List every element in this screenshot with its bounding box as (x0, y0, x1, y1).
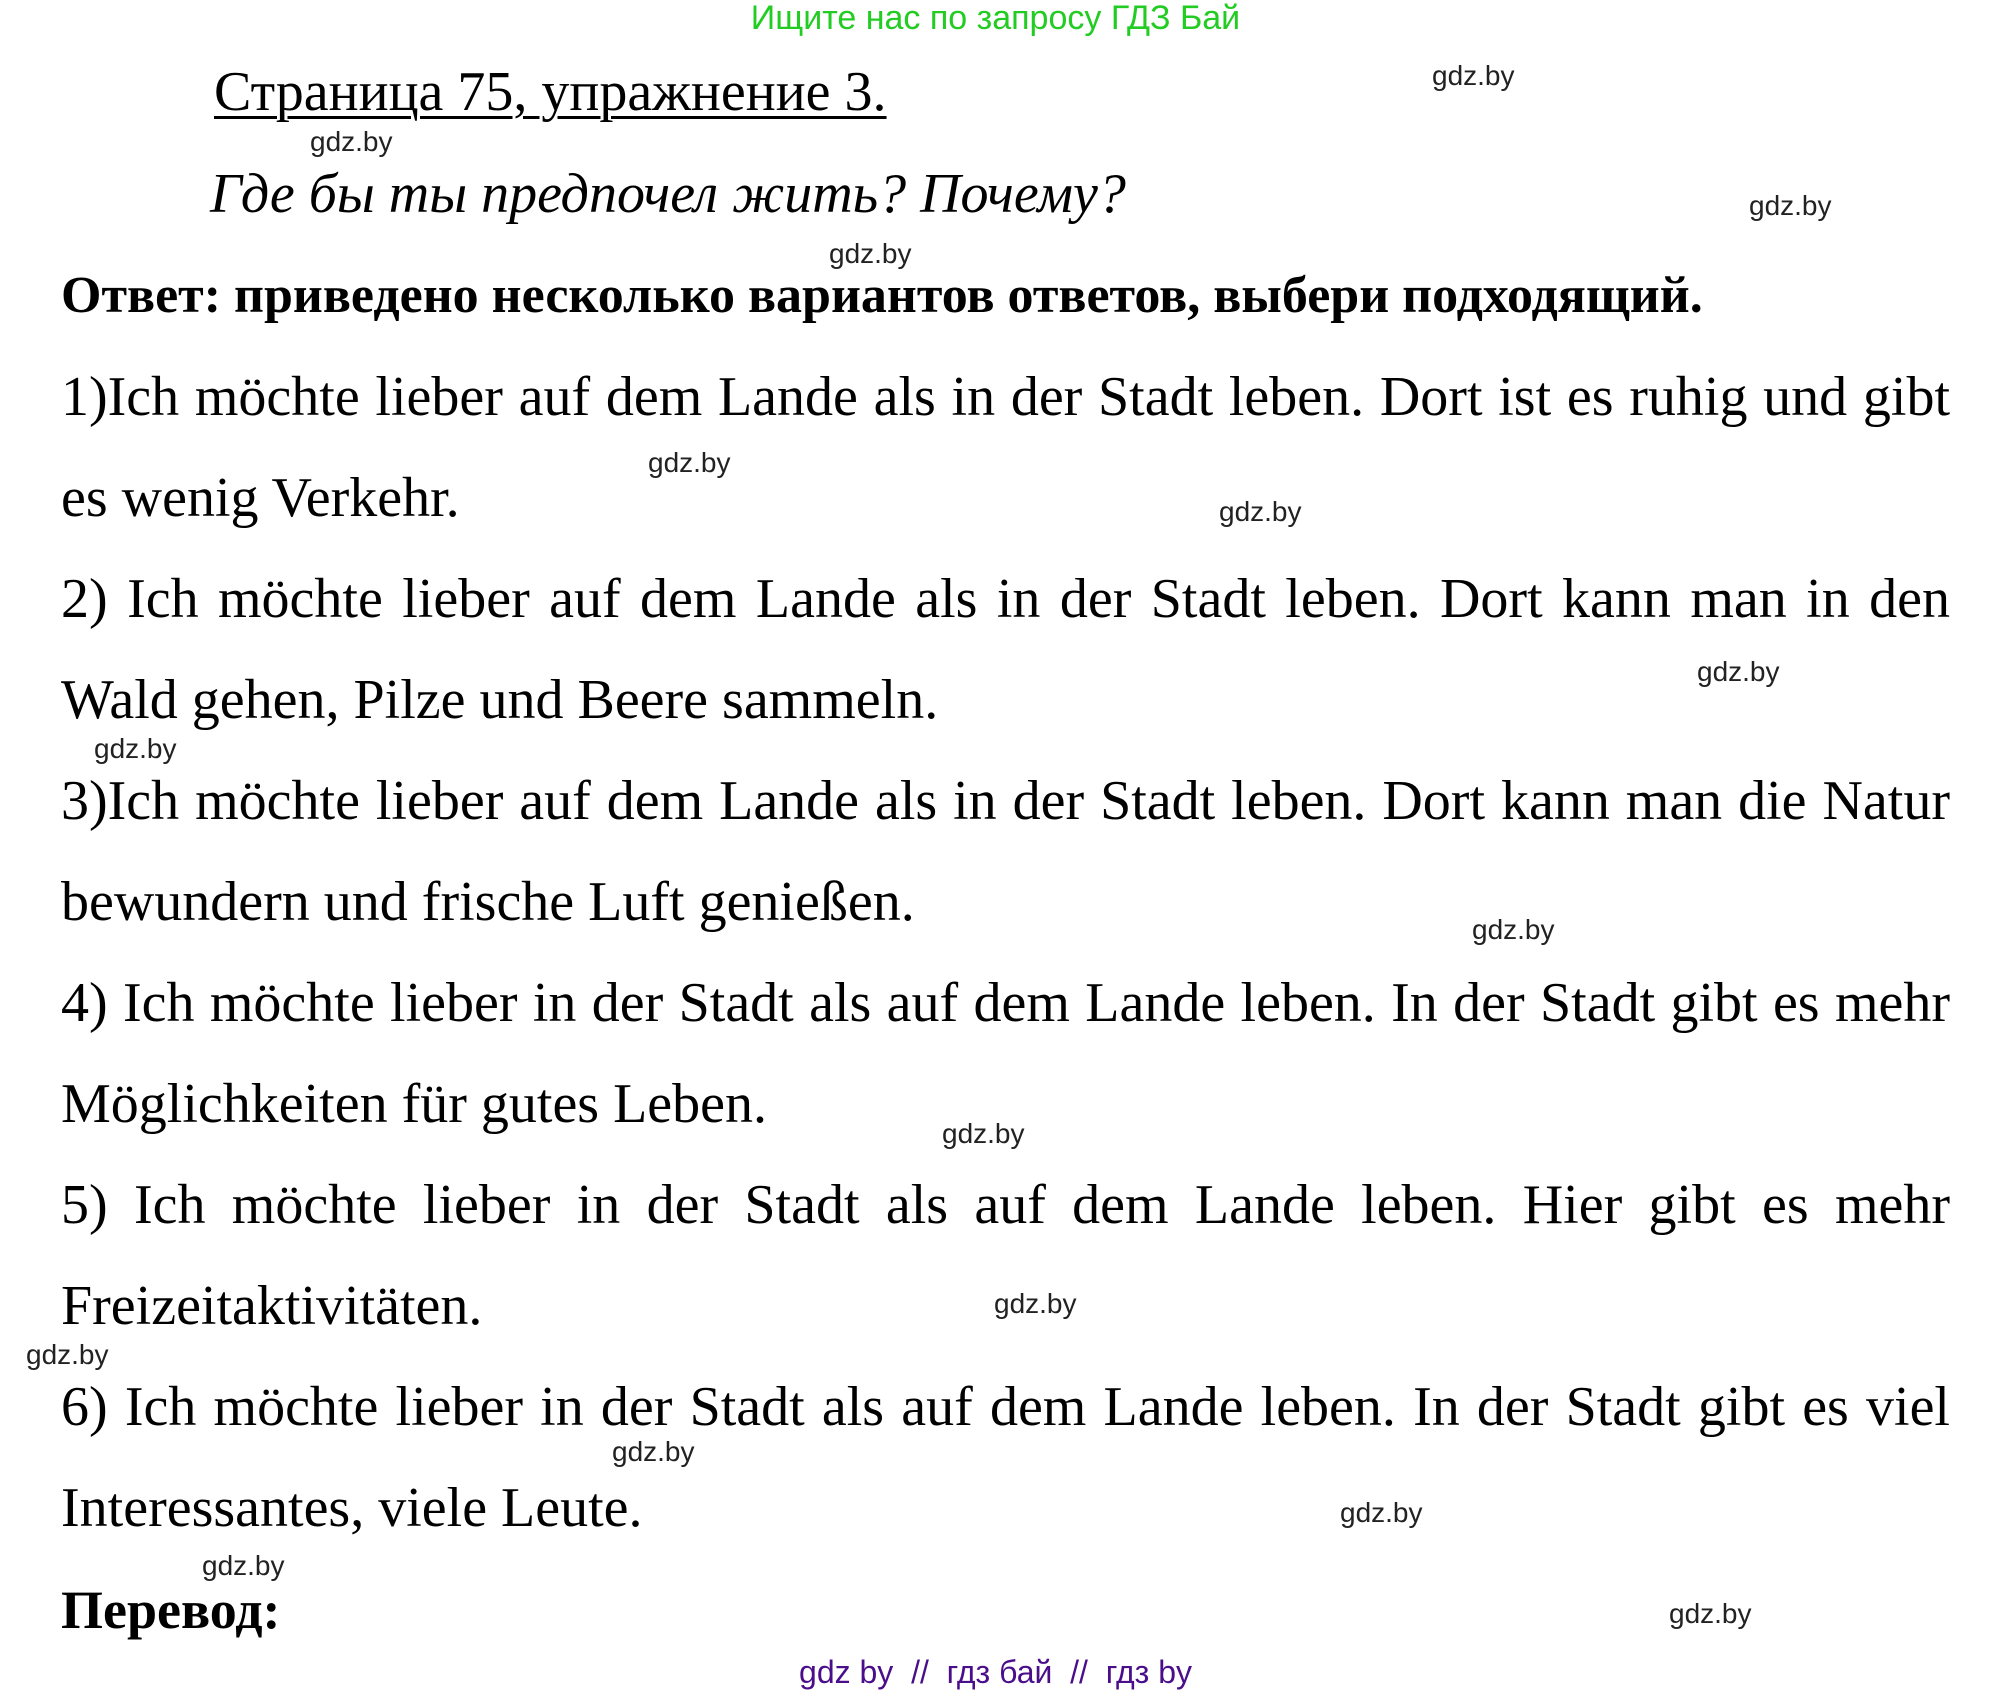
answer-item: 4) Ich möchte lieber in der Stadt als auf dem Lande leben. In der Stadt gibt es mehr Möglichkeiten für gutes Leben. (61, 972, 1950, 1135)
watermark: gdz.by (1472, 914, 1555, 945)
exercise-question: Где бы ты предпочел жить? Почему? (210, 163, 1126, 225)
watermark: gdz.by (1697, 656, 1780, 687)
watermark: gdz.by (1340, 1497, 1423, 1528)
answer-item: 5) Ich möchte lieber in der Stadt als auf dem Lande leben. Hier gibt es mehr Freizeitaktivitäten. (61, 1174, 1950, 1337)
answer-item: 1)Ich möchte lieber auf dem Lande als in der Stadt leben. Dort ist es ruhig und gibt es wenig Verkehr. (61, 366, 1950, 529)
answer-item: 3)Ich möchte lieber auf dem Lande als in der Stadt leben. Dort kann man die Natur bewundern und frische Luft genießen. (61, 770, 1950, 933)
watermark: gdz.by (1749, 190, 1832, 221)
footer-watermark: gdz by // гдз бай // гдз by (799, 1654, 1192, 1690)
promo-banner: Ищите нас по запросу ГДЗ Бай (750, 0, 1241, 37)
watermark: gdz.by (829, 238, 912, 269)
watermark: gdz.by (310, 126, 393, 157)
watermark: gdz.by (994, 1288, 1077, 1319)
watermark: gdz.by (942, 1118, 1025, 1149)
translation-heading: Перевод: (61, 1580, 281, 1640)
watermark: gdz.by (94, 733, 177, 764)
answer-heading: Ответ: приведено несколько вариантов ответов, выбери подходящий. (61, 267, 1703, 324)
answer-list (61, 347, 1950, 1559)
watermark: gdz.by (1219, 496, 1302, 527)
watermark: gdz.by (1432, 60, 1515, 91)
page-title: Страница 75, упражнение 3. (214, 61, 887, 123)
watermark: gdz.by (612, 1436, 695, 1467)
answer-item: 6) Ich möchte lieber in der Stadt als auf dem Lande leben. In der Stadt gibt es viel Interessantes, viele Leute. (61, 1376, 1950, 1539)
watermark: gdz.by (1669, 1598, 1752, 1629)
watermark: gdz.by (648, 447, 731, 478)
watermark: gdz.by (26, 1339, 109, 1370)
watermark: gdz.by (202, 1550, 285, 1581)
answer-item: 2) Ich möchte lieber auf dem Lande als in der Stadt leben. Dort kann man in den Wald gehen, Pilze und Beere sammeln. (61, 568, 1950, 731)
